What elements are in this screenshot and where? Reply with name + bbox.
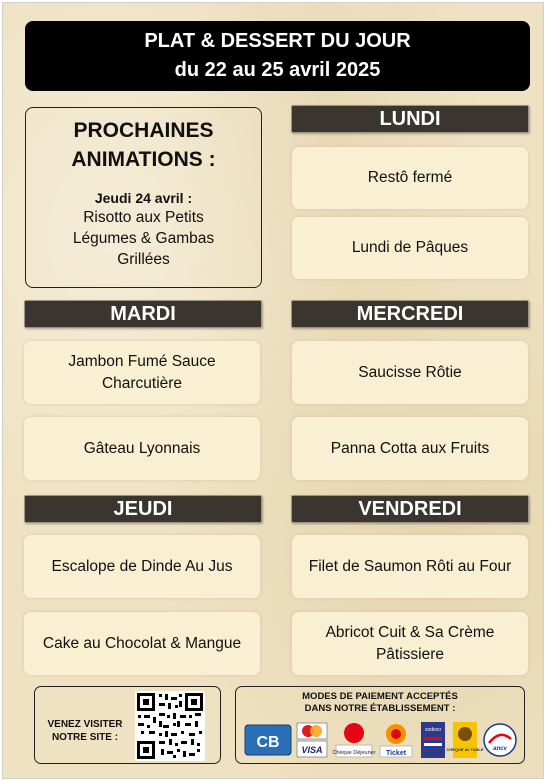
svg-text:Ticket: Ticket: [385, 750, 407, 757]
jeudi-plat: Escalope de Dinde Au Jus: [24, 535, 260, 598]
sodexo-icon: [420, 721, 446, 759]
svg-text:CB: CB: [256, 734, 280, 751]
svg-text:sodexo: sodexo: [424, 727, 442, 733]
vendredi-plat: Filet de Saumon Rôti au Four: [292, 535, 528, 598]
day-header-vendredi: VENDREDI: [291, 495, 529, 523]
ancv-icon: [482, 721, 518, 759]
mardi-dessert: Gâteau Lyonnais: [24, 417, 260, 480]
cb-card-icon: [244, 721, 292, 759]
visit-site-label: VENEZ VISITER NOTRE SITE :: [47, 719, 123, 743]
cheque-dejeuner-icon: [334, 721, 374, 759]
lundi-dessert: Lundi de Pâques: [292, 217, 528, 279]
ticket-restaurant-icon: [378, 721, 414, 759]
svg-text:CHÈQUE de TABLE: CHÈQUE de TABLE: [446, 747, 484, 752]
menu-date-range: du 22 au 25 avril 2025: [174, 59, 381, 81]
day-header-mercredi: MERCREDI: [291, 300, 529, 328]
payment-methods-title: MODES DE PAIEMENT ACCEPTÉS DANS NOTRE ÉTABLISSEMENT :: [302, 691, 458, 714]
mercredi-plat: Saucisse Rôtie: [292, 341, 528, 404]
mercredi-dessert: Panna Cotta aux Fruits: [292, 417, 528, 480]
menu-title: PLAT & DESSERT DU JOUR: [144, 30, 411, 52]
upcoming-events-heading: PROCHAINES ANIMATIONS :: [71, 119, 216, 171]
mastercard-visa-icon: [296, 721, 328, 759]
payment-logos: [242, 721, 520, 759]
website-qr-box: [34, 686, 221, 764]
svg-text:ancv: ancv: [493, 746, 507, 752]
vendredi-dessert: Abricot Cuit & Sa Crème Pâtissiere: [292, 612, 528, 675]
cheque-de-table-icon: [446, 721, 484, 759]
qr-code-icon[interactable]: [135, 691, 205, 761]
payment-methods-box: [235, 686, 525, 764]
day-header-lundi: LUNDI: [291, 105, 529, 133]
jeudi-dessert: Cake au Chocolat & Mangue: [24, 612, 260, 675]
day-header-mardi: MARDI: [24, 300, 262, 328]
menu-page: [2, 2, 544, 779]
event-date: Jeudi 24 avril :: [94, 190, 193, 206]
menu-title-banner: [25, 21, 530, 91]
upcoming-events-box: [25, 107, 262, 288]
day-header-jeudi: JEUDI: [24, 495, 262, 523]
mardi-plat: Jambon Fumé Sauce Charcutière: [24, 341, 260, 404]
event-dish: Risotto aux Petits Légumes & Gambas Grillées: [72, 209, 215, 268]
svg-text:VISA: VISA: [301, 745, 323, 755]
lundi-plat: Restô fermé: [292, 147, 528, 209]
svg-text:Chèque Déjeuner: Chèque Déjeuner: [332, 750, 376, 756]
